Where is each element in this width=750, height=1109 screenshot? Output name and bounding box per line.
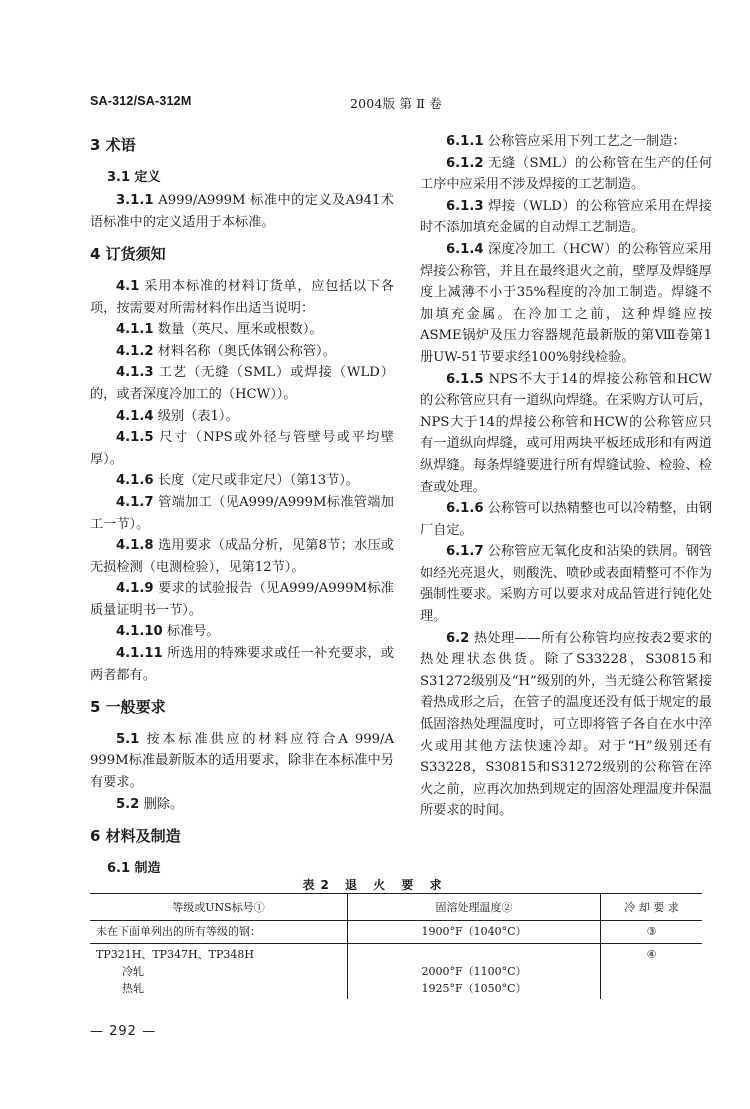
clause-paragraph: [90, 729, 394, 794]
table-header-grade: 等级或UNS标号①: [90, 894, 348, 921]
temp-hot-rolled: 1925°F（1050°C）: [421, 982, 527, 995]
table-cell-temperature: [348, 944, 601, 1000]
clause-paragraph: [90, 319, 394, 341]
clause-number: 6.1.4: [446, 241, 484, 257]
section-heading: 4 订货须知: [90, 245, 166, 264]
table-header-temperature: 固溶处理温度②: [348, 894, 601, 921]
clause-text: 选用要求（成品分析，见第8节；水压或无损检测（电测检验），见第12节）。: [90, 538, 394, 575]
clause-number: 4.1.9: [116, 581, 154, 597]
clause-paragraph: [420, 131, 712, 153]
clause-text: 热处理——所有公称管均应按表2要求的热处理状态供货。除了S33228，S30815和S31272级别及“H”级别的外，当无缝公称管紧接着热成形之后，在管子的温度还没有低于规定的最低固溶热处理温度时，可立即将管子各自在水中淬火或用其他方法快速冷却。对于“H”级别还有S33228，S30815和S31272级别的公称管在淬火之前，应再次加热到规定的固溶处理温度并保温所要求的时间。: [420, 630, 712, 819]
clause-text: 长度（定尺或非定尺）（第13节）。: [153, 473, 360, 489]
page-number: — 292 —: [90, 1024, 157, 1039]
clause-paragraph: [420, 369, 712, 499]
clause-text: 所选用的特殊要求或任一补充要求，或两者都有。: [90, 646, 394, 683]
section-heading: 6 材料及制造: [90, 827, 181, 846]
table-header-row: [90, 894, 702, 921]
temp-cold-rolled: 2000°F（1100°C）: [421, 965, 527, 978]
clause-number: 5.2: [116, 796, 140, 812]
left-column: [90, 131, 394, 881]
clause-text: 按本标准供应的材料应符合A 999/A 999M标准最新版本的适用要求，除非在本标准中另有要求。: [90, 731, 394, 791]
clause-paragraph: [90, 341, 394, 363]
clause-text: 材料名称（奥氏体钢公称管）。: [153, 343, 336, 359]
clause-text: 焊接（WLD）的公称管应采用在焊接时不添加填充金属的自动焊工艺制造。: [420, 198, 712, 236]
grade-hot-rolled: 热轧: [122, 982, 144, 995]
header-left: SA-312/SA-312M: [90, 94, 192, 108]
clause-number: 4.1.3: [116, 365, 154, 381]
clause-paragraph: [420, 498, 712, 541]
clause-paragraph: [90, 276, 394, 319]
clause-text: 工艺（无缝（SML）或焊接（WLD）的，或者深度冷加工的（HCW））。: [90, 365, 394, 402]
clause-text: 采用本标准的材料订货单，应包括以下各项，按需要对所需材料作出适当说明：: [90, 278, 394, 316]
clause-text: 尺寸（NPS或外径与管壁号或平均壁厚）。: [90, 430, 394, 467]
clause-text: 要求的试验报告（见A999/A999M标准质量证明书一节）。: [90, 581, 394, 618]
clause-text: 深度冷加工（HCW）的公称管应采用焊接公称管，并且在最终退火之前，壁厚及焊缝厚度上减薄不小于35%程度的冷加工制造。焊缝不加填充金属。在冷加工之前，这种焊缝应按ASME锅炉及压力容器规范最新版的第Ⅷ卷第1册UW-51节要求经100%射线检验。: [420, 241, 712, 365]
clause-number: 6.1.1: [446, 134, 484, 149]
clause-number: 4.1.2: [116, 343, 154, 359]
clause-text: 级别（表1）。: [153, 408, 239, 424]
subsection-heading: 6.1 制造: [107, 860, 161, 876]
table-cell-cooling: ④: [646, 948, 657, 961]
clause-paragraph: [90, 643, 394, 686]
clause-paragraph: [90, 492, 394, 535]
section-heading: 5 一般要求: [90, 698, 166, 717]
clause-number: 5.1: [116, 731, 140, 747]
clause-paragraph: [90, 190, 394, 233]
clause-paragraph: [90, 362, 394, 405]
table-cell-grade: [90, 944, 348, 1000]
clause-number: 6.1.5: [446, 371, 484, 387]
clause-text: 公称管可以热精整也可以冷精整，由钢厂自定。: [420, 501, 712, 538]
clause-number: 3.1.1: [116, 193, 154, 209]
clause-text: 无缝（SML）的公称管在生产的任何工序中应采用不涉及焊接的工艺制造。: [420, 155, 712, 193]
clause-paragraph: [90, 794, 394, 816]
clause-number: 4.1.5: [116, 430, 154, 446]
clause-paragraph: [420, 153, 712, 196]
grade-list: TP321H、TP347H、TP348H: [96, 948, 254, 961]
clause-number: 6.1.6: [446, 501, 484, 517]
clause-number: 4.1.10: [116, 624, 163, 640]
section-heading: 3 术语: [90, 136, 136, 154]
table-cell-grade: 未在下面单列出的所有等级的钢：: [90, 921, 348, 944]
table-header-cooling: 冷 却 要 求: [624, 900, 679, 914]
clause-number: 4.1.7: [116, 494, 154, 510]
table-cell-cooling: ③: [601, 921, 703, 944]
clause-number: 4.1.4: [116, 408, 154, 424]
clause-paragraph: [90, 406, 394, 428]
clause-text: 公称管应无氧化皮和沾染的铁屑。钢管如经光亮退火，则酸洗、喷砂或表面精整可不作为强制性要求。采购方可以要求对成品管进行钝化处理。: [420, 544, 712, 625]
temp-blank: [354, 946, 594, 963]
table-row: [90, 944, 702, 1000]
clause-paragraph: [420, 196, 712, 239]
clause-paragraph: [90, 578, 394, 621]
clause-paragraph: [90, 427, 394, 470]
annealing-table: [90, 893, 702, 999]
clause-text: 公称管应采用下列工艺之一制造：: [483, 134, 686, 149]
table-caption: 表2 退 火 要 求: [302, 878, 448, 892]
table-cell-temperature: 1900°F（1040°C）: [348, 921, 601, 944]
table-row: [90, 921, 702, 944]
clause-paragraph: [420, 239, 712, 369]
clause-paragraph: [420, 628, 712, 822]
clause-number: 4.1.1: [116, 322, 154, 338]
header-center: 2004版 第 Ⅱ 卷: [350, 96, 442, 111]
clause-text: 标准号。: [162, 624, 220, 640]
clause-text: 管端加工（见A999/A999M标准管端加工一节）。: [90, 494, 394, 532]
clause-number: 6.1.7: [446, 544, 484, 560]
clause-number: 6.1.2: [446, 155, 484, 171]
clause-paragraph: [90, 621, 394, 643]
clause-text: 数量（英尺、厘米或根数）。: [153, 322, 323, 338]
clause-text: NPS不大于14的焊接公称管和HCW的公称管应只有一道纵向焊缝。在采购方认可后，NPS大于14的焊接公称管和HCW的公称管应只有一道纵向焊缝，或可用两块平板坯成形和有两道纵焊缝。每条焊缝要进行所有焊缝试验、检验、检查或处理。: [420, 371, 712, 495]
subsection-heading: 3.1 定义: [107, 169, 161, 185]
clause-text: A999/A999M 标准中的定义及A941术语标准中的定义适用于本标准。: [90, 193, 394, 230]
right-column: [420, 131, 712, 822]
clause-paragraph: [90, 470, 394, 492]
clause-number: 4.1: [116, 278, 140, 294]
clause-number: 6.2: [446, 630, 470, 646]
clause-number: 4.1.11: [116, 646, 163, 662]
clause-number: 4.1.8: [116, 538, 154, 554]
grade-cold-rolled: 冷轧: [122, 965, 144, 978]
clause-number: 6.1.3: [446, 198, 484, 214]
clause-paragraph: [420, 541, 712, 627]
clause-text: 删除。: [139, 796, 184, 812]
clause-number: 4.1.6: [116, 473, 154, 489]
clause-paragraph: [90, 535, 394, 578]
